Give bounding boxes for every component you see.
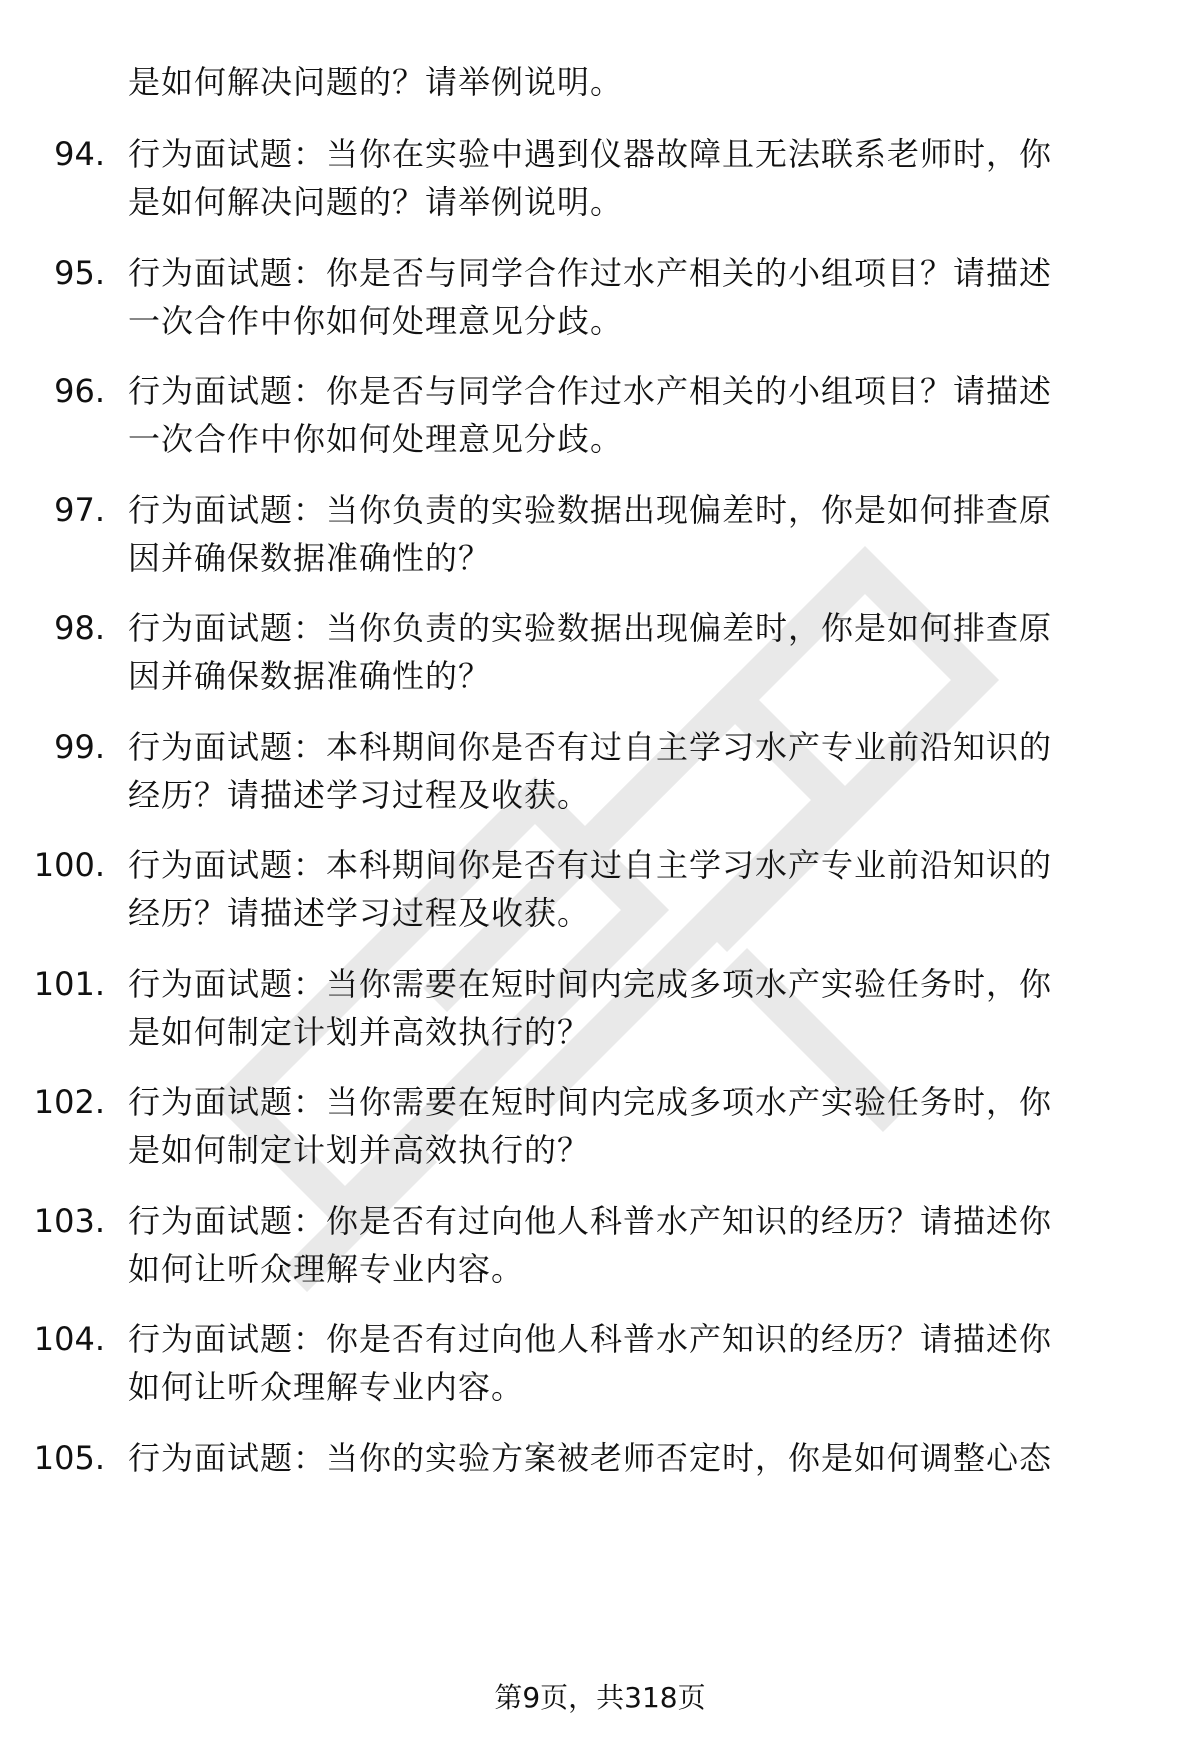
item-text-line: 一次合作中你如何处理意见分歧。 <box>128 420 624 458</box>
item-text-line: 因并确保数据准确性的？ <box>128 538 492 577</box>
item-text-line: 如何让听众理解专业内容。 <box>128 1368 525 1406</box>
item-text <box>128 723 1138 819</box>
item-text-line: 因并确保数据准确性的？ <box>128 657 492 695</box>
item-text-line: 行为面试题：当你负责的实验数据出现偏差时，你是如何排查原 <box>128 490 1053 529</box>
item-text-line: 行为面试题：当你需要在短时间内完成多项水产实验任务时，你 <box>128 1083 1053 1121</box>
item-text <box>128 486 1138 582</box>
item-text-line: 行为面试题：本科期间你是否有过自主学习水产专业前沿知识的 <box>128 846 1053 884</box>
item-text <box>128 1315 1138 1411</box>
item-text-line: 如何让听众理解专业内容。 <box>128 1249 525 1288</box>
item-text-line: 一次合作中你如何处理意见分歧。 <box>128 301 624 340</box>
item-number: 103. <box>33 1201 105 1240</box>
item-number: 105. <box>33 1438 105 1477</box>
item-number: 104. <box>33 1320 105 1358</box>
item-number: 100. <box>33 846 105 884</box>
item-text <box>128 1078 1138 1174</box>
item-text-line: 行为面试题：当你需要在短时间内完成多项水产实验任务时，你 <box>128 964 1053 1003</box>
item-text-line: 经历？请描述学习过程及收获。 <box>128 775 591 814</box>
item-text-line: 经历？请描述学习过程及收获。 <box>128 894 591 932</box>
item-text-line: 是如何制定计划并高效执行的？ <box>128 1131 591 1169</box>
item-number: 98. <box>54 609 105 647</box>
continuation-line: 是如何解决问题的？请举例说明。 <box>128 63 624 101</box>
item-text <box>128 367 1138 463</box>
item-text <box>128 604 1138 700</box>
item-number: 94. <box>54 135 105 173</box>
item-text-line: 行为面试题：你是否与同学合作过水产相关的小组项目？请描述 <box>128 253 1053 292</box>
item-text-line: 行为面试题：当你在实验中遇到仪器故障且无法联系老师时，你 <box>128 135 1053 173</box>
item-number: 96. <box>54 372 105 410</box>
item-text-line: 行为面试题：当你负责的实验数据出现偏差时，你是如何排查原 <box>128 609 1053 647</box>
item-text-line: 行为面试题：本科期间你是否有过自主学习水产专业前沿知识的 <box>128 727 1053 766</box>
item-text-line: 行为面试题：你是否有过向他人科普水产知识的经历？请描述你 <box>128 1201 1053 1240</box>
item-text <box>128 841 1138 937</box>
item-text <box>128 1434 1138 1482</box>
item-number: 102. <box>33 1083 105 1121</box>
item-number: 99. <box>54 727 105 766</box>
item-number: 101. <box>33 964 105 1003</box>
item-text-line: 行为面试题：当你的实验方案被老师否定时，你是如何调整心态 <box>128 1438 1053 1477</box>
item-text <box>128 960 1138 1056</box>
item-text <box>128 130 1138 226</box>
item-text-line: 行为面试题：你是否与同学合作过水产相关的小组项目？请描述 <box>128 372 1053 410</box>
item-text <box>128 249 1138 345</box>
item-text-line: 是如何解决问题的？请举例说明。 <box>128 183 624 221</box>
item-text-line: 行为面试题：你是否有过向他人科普水产知识的经历？请描述你 <box>128 1320 1053 1358</box>
item-text <box>128 1197 1138 1293</box>
item-number: 97. <box>54 490 105 529</box>
item-number: 95. <box>54 253 105 292</box>
page-footer: 第9页，共318页 <box>494 1681 706 1714</box>
item-text-line: 是如何制定计划并高效执行的？ <box>128 1012 591 1051</box>
